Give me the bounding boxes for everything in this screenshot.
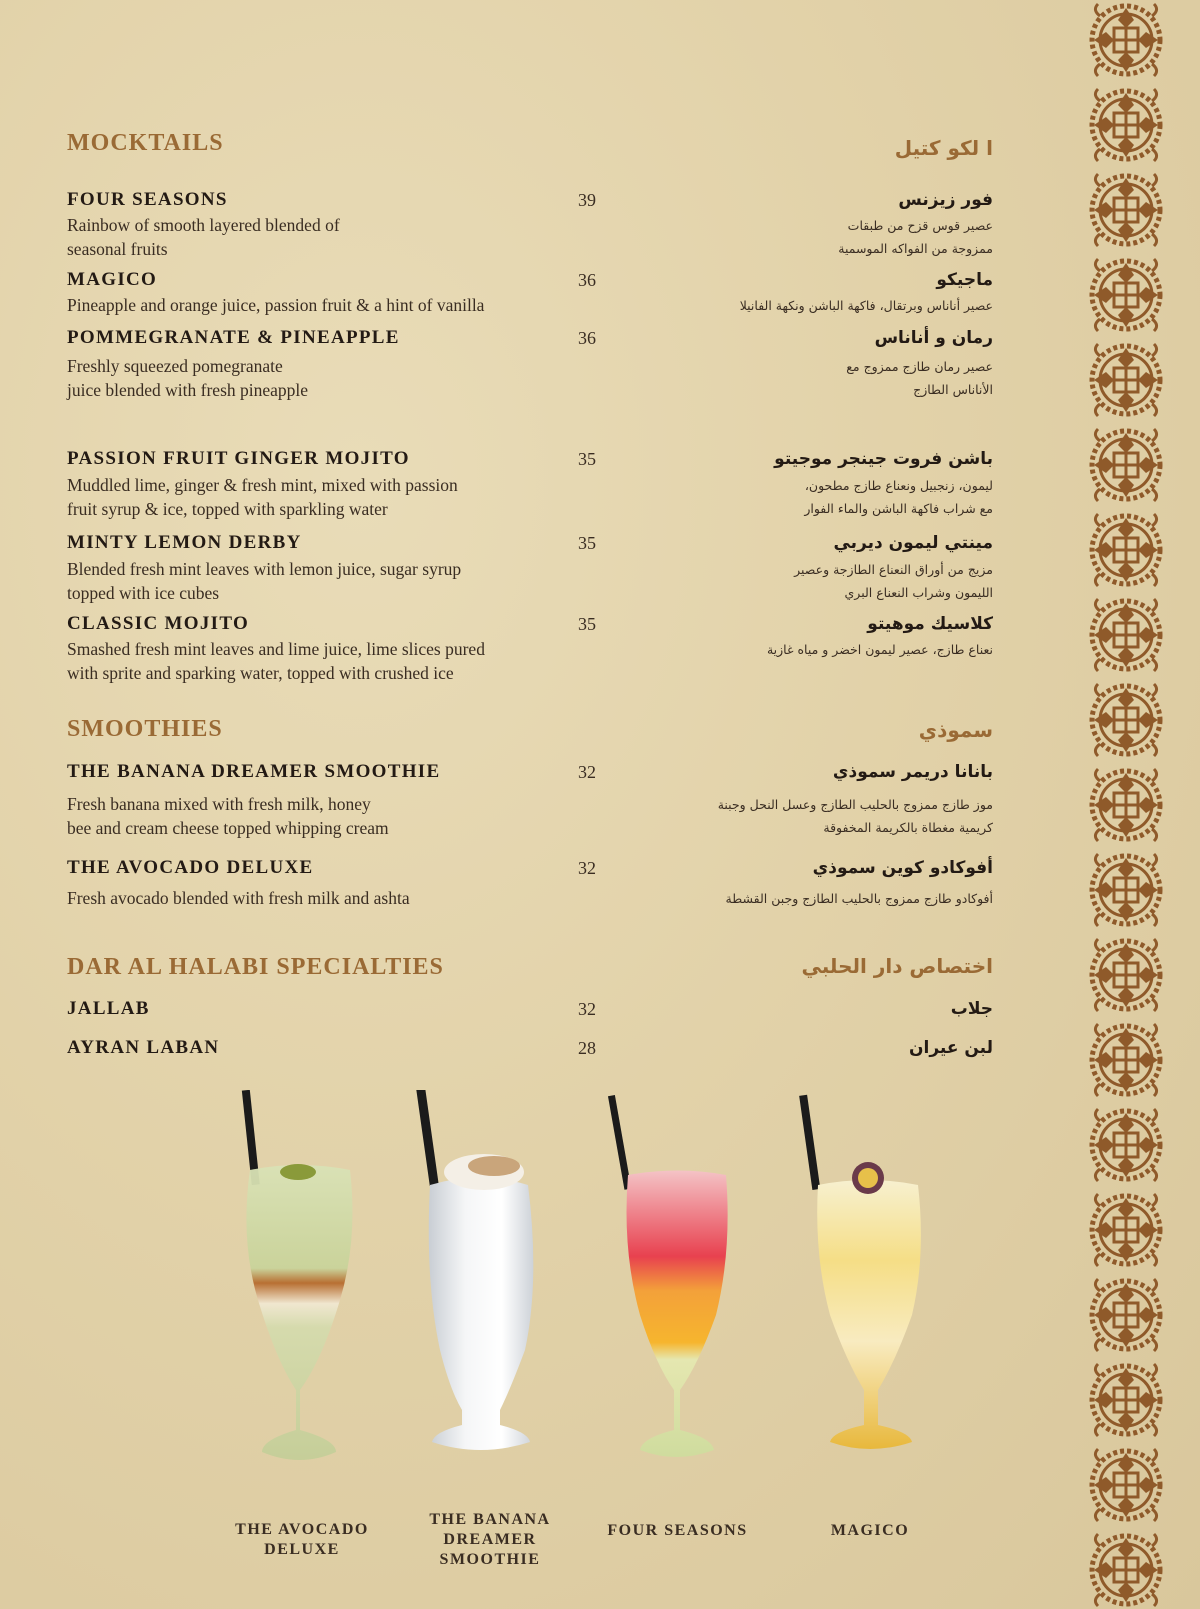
menu-item-price: 35 <box>578 533 596 553</box>
menu-item-name: FOUR SEASONS <box>67 189 228 210</box>
menu-item-name-ar: مينتي ليمون ديربي <box>833 533 993 553</box>
menu-item-name: AYRAN LABAN <box>67 1037 220 1058</box>
menu-item-name: POMMEGRANATE & PINEAPPLE <box>67 327 400 348</box>
menu-item-name-ar: باشن فروت جينجر موجيتو <box>774 449 993 469</box>
menu-item-description: Muddled lime, ginger & fresh mint, mixed with passion fruit syrup & ice, topped with sparkling water <box>67 475 458 519</box>
menu-item-name: MINTY LEMON DERBY <box>67 532 302 553</box>
menu-item-name-ar: رمان و أناناس <box>874 328 993 348</box>
caption-four-seasons: FOUR SEASONS <box>607 1522 748 1539</box>
menu-item-description: Pineapple and orange juice, passion fruit & a hint of vanilla <box>67 295 485 315</box>
menu-item-price: 36 <box>578 270 596 290</box>
menu-item-name-ar: ماجيكو <box>936 270 993 290</box>
menu-item-description-ar: عصير قوس قزح من طبقات ممزوجة من الفواكه الموسمية <box>838 218 993 256</box>
menu-item-name-ar: أفوكادو كوين سموذي <box>812 858 993 878</box>
menu-item-name: MAGICO <box>67 269 158 290</box>
caption-avocado-deluxe: THE AVOCADO DELUXE <box>235 1521 369 1558</box>
caption-magico: MAGICO <box>830 1522 910 1539</box>
ornament-border <box>1082 0 1170 1609</box>
menu-item-name: THE BANANA DREAMER SMOOTHIE <box>67 761 441 782</box>
menu-item-description-ar: نعناع طازج، عصير ليمون اخضر و مياه غازية <box>766 642 993 657</box>
menu-item-description: Fresh banana mixed with fresh milk, honey bee and cream cheese topped whipping cream <box>67 794 389 838</box>
menu-item-description-ar: موز طازج ممزوج بالحليب الطازج وعسل النحل وجبنة كريمية مغطاة بالكريمة المخفوقة <box>717 797 993 835</box>
menu-item-price: 39 <box>578 190 596 210</box>
menu-item-name: JALLAB <box>67 998 150 1019</box>
menu-item-name-ar: كلاسيك موهيتو <box>867 614 993 634</box>
section-title-smoothies-ar: سموذي <box>918 718 993 742</box>
menu-item-price: 28 <box>578 1038 596 1058</box>
caption-banana-dreamer: THE BANANA DREAMER SMOOTHIE <box>429 1511 551 1568</box>
menu-item-description: Freshly squeezed pomegranate juice blended with fresh pineapple <box>67 356 309 400</box>
menu-item-name: THE AVOCADO DELUXE <box>67 857 314 878</box>
section-title-mocktails-ar: ا لكو كتيل <box>894 136 993 160</box>
menu-item-description: Blended fresh mint leaves with lemon juice, sugar syrup topped with ice cubes <box>67 559 462 603</box>
menu-item-description-ar: ليمون، زنجبيل ونعناع طازج مطحون، مع شراب فاكهة الباشن والماء الفوار <box>804 478 993 516</box>
menu-item-description-ar: أفوكادو طازج ممزوج بالحليب الطازج وجبن القشطة <box>725 891 993 906</box>
section-title-mocktails: MOCKTAILS <box>67 130 224 156</box>
menu-item-description: Fresh avocado blended with fresh milk and ashta <box>67 888 410 908</box>
menu-item-name-ar: فور زيزنس <box>898 190 993 210</box>
menu-item-price: 36 <box>578 328 596 348</box>
drink-photos <box>0 1090 1000 1490</box>
section-title-specialties: DAR AL HALABI SPECIALTIES <box>67 954 444 980</box>
menu-item-description-ar: عصير أناناس وبرتقال، فاكهة الباشن ونكهة الفانيلا <box>739 298 993 313</box>
menu-item-description: Rainbow of smooth layered blended of seasonal fruits <box>67 215 340 259</box>
menu-item-price: 32 <box>578 858 596 878</box>
menu-item-name-ar: جلاب <box>950 999 993 1019</box>
section-title-smoothies: SMOOTHIES <box>67 716 223 742</box>
menu-item-description: Smashed fresh mint leaves and lime juice, lime slices pured with sprite and sparking water, topped with crushed ice <box>67 639 485 683</box>
menu-item-description-ar: مزيج من أوراق النعناع الطازجة وعصير الليمون وشراب النعناع البري <box>794 562 993 600</box>
menu-item-price: 35 <box>578 614 596 634</box>
menu-item-price: 32 <box>578 762 596 782</box>
menu-item-name-ar: لبن عيران <box>908 1038 993 1058</box>
menu-item-price: 35 <box>578 449 596 469</box>
menu-item-price: 32 <box>578 999 596 1019</box>
menu-item-name-ar: بانانا دريمر سموذي <box>832 762 993 782</box>
section-title-specialties-ar: اختصاص دار الحلبي <box>801 954 993 978</box>
menu-item-name: CLASSIC MOJITO <box>67 613 250 634</box>
menu-item-name: PASSION FRUIT GINGER MOJITO <box>67 448 410 469</box>
menu-item-description-ar: عصير رمان طازج ممزوج مع الأناناس الطازج <box>846 359 993 397</box>
